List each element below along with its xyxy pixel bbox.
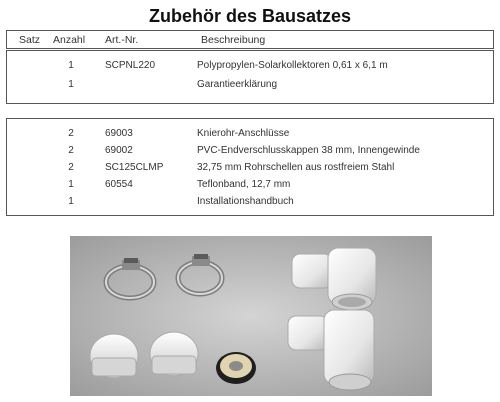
row-art-nr: SCPNL220: [105, 60, 156, 71]
table-row: [7, 195, 493, 211]
row-anzahl: 1: [68, 60, 74, 71]
row-beschreibung: 32,75 mm Rohrschellen aus rostfreiem Stahl: [197, 162, 395, 173]
row-anzahl: 1: [68, 179, 74, 190]
header-anzahl: Anzahl: [53, 34, 86, 46]
row-anzahl: 1: [68, 196, 74, 207]
table-header: [6, 30, 494, 49]
set-2-box: [6, 118, 494, 216]
header-satz: Satz: [19, 34, 41, 46]
row-anzahl: 2: [68, 162, 74, 173]
accessories-photo: [70, 236, 432, 396]
end-cap-1: [90, 334, 138, 378]
row-anzahl: 1: [68, 79, 74, 90]
end-cap-2: [150, 332, 198, 376]
table-row: [7, 78, 493, 94]
table-row: [7, 59, 493, 75]
set-1-box: [6, 50, 494, 104]
row-beschreibung: Installationshandbuch: [197, 196, 294, 207]
row-beschreibung: Knierohr-Anschlüsse: [197, 128, 290, 139]
teflon-tape-roll: [216, 352, 256, 384]
table-row: [7, 178, 493, 194]
row-beschreibung: Garantieerklärung: [197, 79, 278, 90]
page-title: Zubehör des Bausatzes: [148, 6, 352, 26]
header-art-nr: Art.-Nr.: [105, 34, 139, 46]
row-art-nr: SC125CLMP: [105, 162, 164, 173]
row-beschreibung: PVC-Endverschlusskappen 38 mm, Innengewinde: [197, 145, 420, 156]
row-anzahl: 2: [68, 128, 74, 139]
row-beschreibung: Polypropylen-Solarkollektoren 0,61 x 6,1 m: [197, 60, 388, 71]
row-beschreibung: Teflonband, 12,7 mm: [197, 179, 291, 190]
table-row: [7, 127, 493, 143]
row-art-nr: 69002: [105, 145, 133, 156]
row-anzahl: 2: [68, 145, 74, 156]
header-beschreibung: Beschreibung: [201, 34, 266, 46]
row-art-nr: 69003: [105, 128, 133, 139]
row-art-nr: 60554: [105, 179, 133, 190]
table-row: [7, 144, 493, 160]
table-row: [7, 161, 493, 177]
